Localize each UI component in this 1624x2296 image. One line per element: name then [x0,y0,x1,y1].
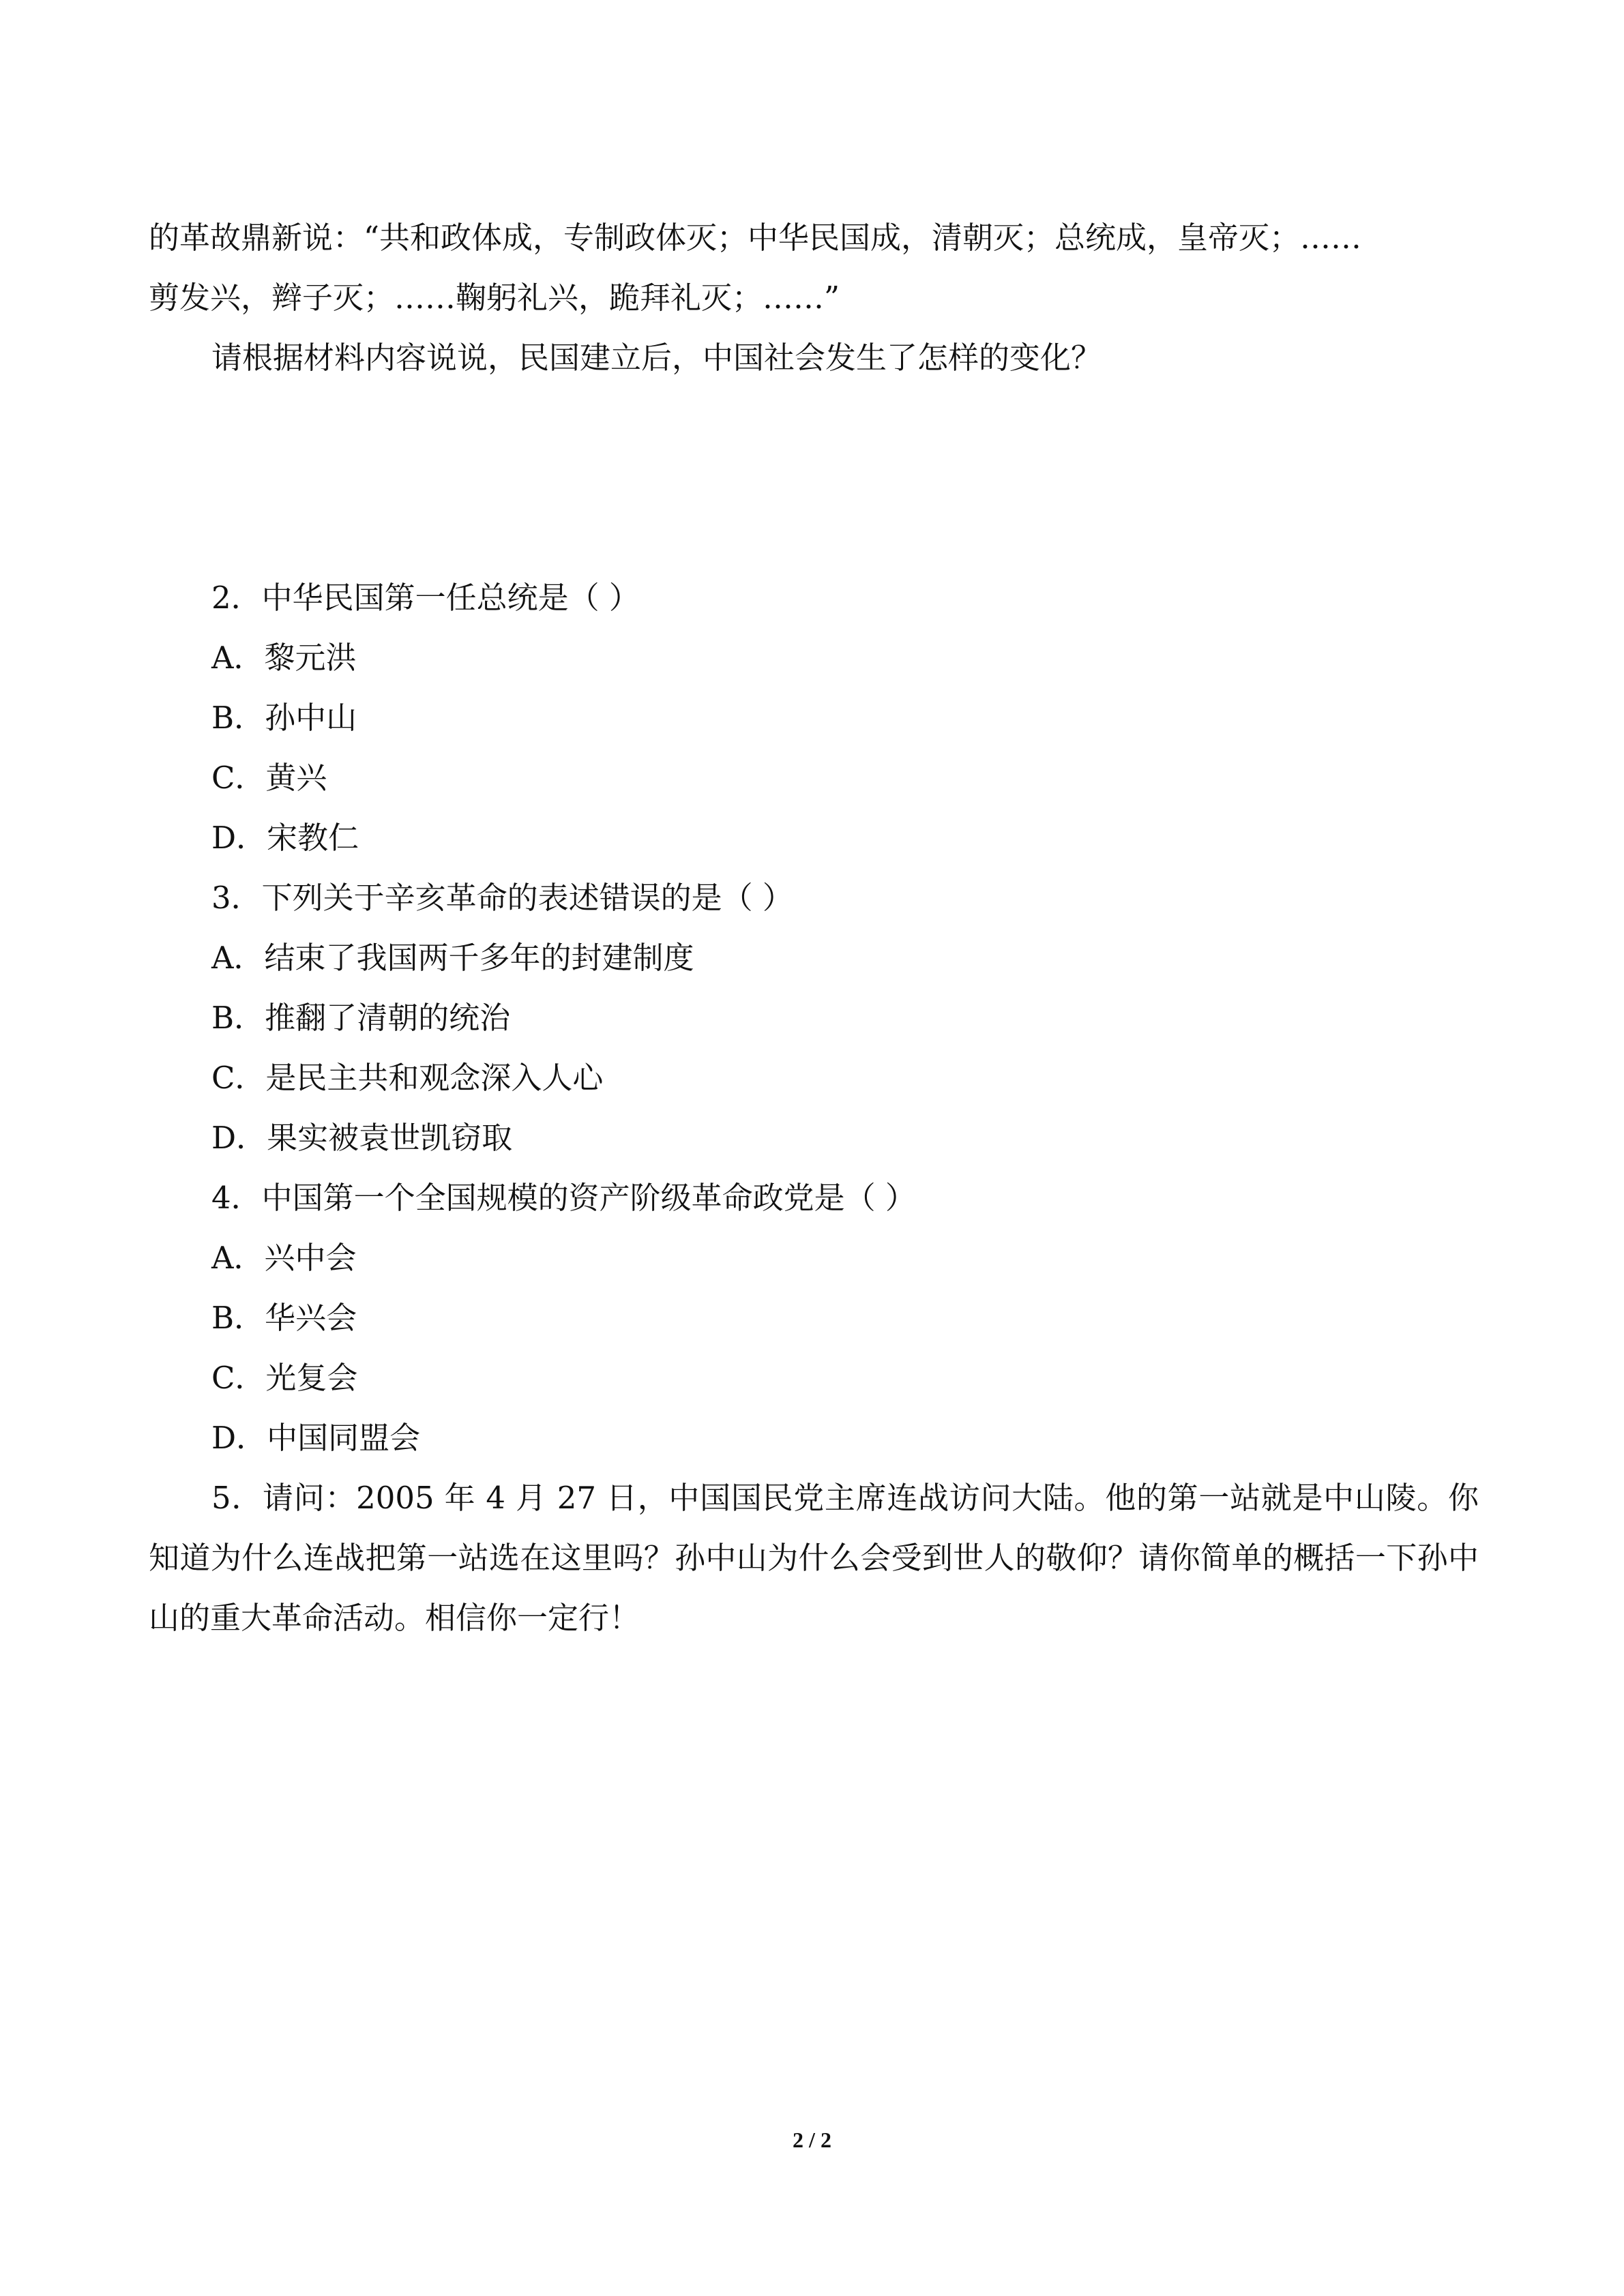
question-2 [149,568,1479,868]
question-3-text: 3．下列关于辛亥革命的表述错误的是（ ） [211,880,793,916]
question-2-option-d: D．宋教仁 [211,820,359,856]
document-content [149,208,1479,1648]
question-2-option-b: B．孙中山 [211,700,357,736]
page-number: 2 / 2 [793,2128,831,2152]
answer-space [149,388,1479,568]
question-4-option-a: A．兴中会 [211,1240,357,1276]
question-2-option-c: C．黄兴 [211,760,327,796]
prompt-question-1: 请根据材料内容说说，民国建立后，中国社会发生了怎样的变化？ [211,340,1102,376]
question-3-option-d: D．果实被袁世凯窃取 [211,1120,513,1156]
question-4-option-b: B．华兴会 [211,1300,357,1336]
question-2-option-a: A．黎元洪 [211,640,357,676]
question-3-option-c: C．是民主共和观念深入人心 [211,1060,604,1096]
question-5-text: 5．请问：2005 年 4 月 27 日，中国国民党主席连战访问大陆。他的第一站就是中山陵。你知道为什么连战把第一站选在这里吗？孙中山为什么会受到世人的敬仰？请你简单的概括一下孙中山的重大革命活动。相信你一定行！ [149,1480,1479,1636]
question-2-text: 2．中华民国第一任总统是（ ） [211,580,640,616]
question-4-option-d: D．中国同盟会 [211,1420,421,1456]
question-4-text: 4．中国第一个全国规模的资产阶级革命政党是（ ） [211,1180,916,1216]
question-4 [149,1168,1479,1468]
intro-line-2: 剪发兴，辫子灭；……鞠躬礼兴，跪拜礼灭；……” [149,280,840,316]
question-3-option-b: B．推翻了清朝的统治 [211,1000,511,1036]
question-4-option-c: C．光复会 [211,1360,358,1396]
question-3 [149,868,1479,1168]
intro-line-1: 的革故鼎新说：“共和政体成，专制政体灭；中华民国成，清朝灭；总统成，皇帝灭；…… [149,220,1362,256]
question-3-option-a: A．结束了我国两千多年的封建制度 [211,940,694,976]
